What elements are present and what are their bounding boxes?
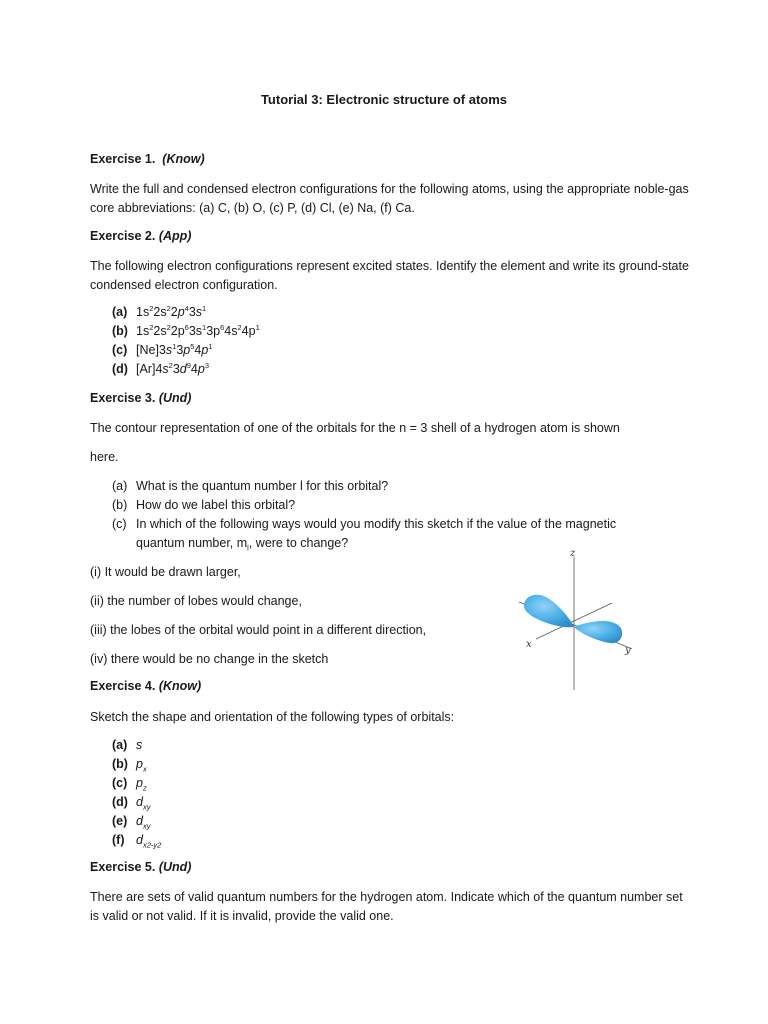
exercise-3-label: Exercise 3. bbox=[90, 391, 156, 405]
exercise-3-questions bbox=[112, 477, 656, 553]
exercise-5-text: There are sets of valid quantum numbers for the hydrogen atom. Indicate which of the quantum number set is valid or not valid. If it is invalid, provide the valid one. bbox=[90, 890, 683, 923]
list-item: (d) $d_{xy}$ bbox=[112, 795, 151, 812]
config-d: $[Ar]4s^23d^94p^3$ bbox=[136, 360, 209, 376]
config-a: $1s^22s^22p^43s^1$ bbox=[136, 303, 207, 319]
list-item: (a) What is the quantum number l for this orbital? bbox=[112, 479, 389, 493]
option-i: (i) It would be drawn larger, bbox=[90, 565, 241, 579]
list-item: (f) $d_{x2-y2}$ bbox=[112, 833, 162, 850]
exercise-1-text: Write the full and condensed electron configurations for the following atoms, using the appropriate noble-gas core abbreviations: (a) C, (b) O, (c) P, (d) Cl, (e) Na, (f) Ca. bbox=[90, 182, 689, 215]
list-item: (b) $p_x$ bbox=[112, 757, 147, 774]
list-item: (a) s bbox=[112, 738, 143, 752]
orbital-lobe-left bbox=[524, 595, 574, 628]
exercise-5-label: Exercise 5. bbox=[90, 860, 156, 874]
exercise-5-tag: (Und) bbox=[158, 860, 192, 874]
exercise-4-tag: (Know) bbox=[158, 679, 202, 693]
list-item: (c) In which of the following ways would you modify this sketch if the value of the magnetic quantum number, $m_l$, were to change? bbox=[112, 517, 617, 553]
exercise-3-text-cont: here. bbox=[90, 450, 119, 464]
exercise-1-heading bbox=[90, 152, 205, 166]
list-item: (e) $d_{xy}$ bbox=[112, 814, 151, 831]
exercise-1-tag: (Know) bbox=[162, 152, 205, 166]
list-item: (c) $[Ne]3s^13p^54p^1$ bbox=[112, 341, 656, 360]
exercise-4-text: Sketch the shape and orientation of the following types of orbitals: bbox=[90, 710, 455, 724]
exercise-2-label: Exercise 2. bbox=[90, 229, 156, 243]
exercise-4-list bbox=[112, 736, 656, 850]
exercise-3-text: The contour representation of one of the orbitals for the n = 3 shell of a hydrogen atom is shown bbox=[90, 421, 620, 435]
list-item: (d) $[Ar]4s^23d^94p^3$ bbox=[112, 360, 656, 379]
exercise-3-tag: (Und) bbox=[158, 391, 192, 405]
list-item: (a) $1s^22s^22p^43s^1$ bbox=[112, 303, 656, 322]
list-item: (b) How do we label this orbital? bbox=[112, 498, 296, 512]
exercise-4-label: Exercise 4. bbox=[90, 679, 156, 693]
orbital-figure bbox=[514, 545, 644, 693]
x-axis-label: x bbox=[526, 639, 532, 650]
exercise-5-heading bbox=[90, 860, 191, 874]
y-axis-label: y bbox=[625, 645, 631, 656]
exercise-4-heading bbox=[90, 679, 201, 693]
option-iv: (iv) there would be no change in the sketch bbox=[90, 652, 329, 666]
exercise-2-list bbox=[112, 303, 656, 379]
exercise-3-heading bbox=[90, 391, 191, 405]
z-axis-label: z bbox=[570, 548, 576, 559]
list-item: (b) $1s^22s^22p^63s^13p^64s^24p^1$ bbox=[112, 322, 656, 341]
exercise-1-label: Exercise 1. bbox=[90, 152, 156, 166]
orbital-lobe-right bbox=[574, 621, 622, 643]
list-item: (c) $p_z$ bbox=[112, 776, 147, 793]
config-b: $1s^22s^22p^63s^13p^64s^24p^1$ bbox=[136, 322, 260, 338]
exercise-2-text: The following electron configurations represent excited states. Identify the element and write its ground-state condensed electron configuration. bbox=[90, 259, 689, 292]
page-title: Tutorial 3: Electronic structure of atoms bbox=[260, 92, 508, 107]
config-c: $[Ne]3s^13p^54p^1$ bbox=[136, 341, 213, 357]
exercise-2-tag: (App) bbox=[158, 229, 192, 243]
exercise-2-heading bbox=[90, 229, 191, 243]
option-ii: (ii) the number of lobes would change, bbox=[90, 594, 302, 608]
option-iii: (iii) the lobes of the orbital would point in a different direction, bbox=[90, 623, 427, 637]
